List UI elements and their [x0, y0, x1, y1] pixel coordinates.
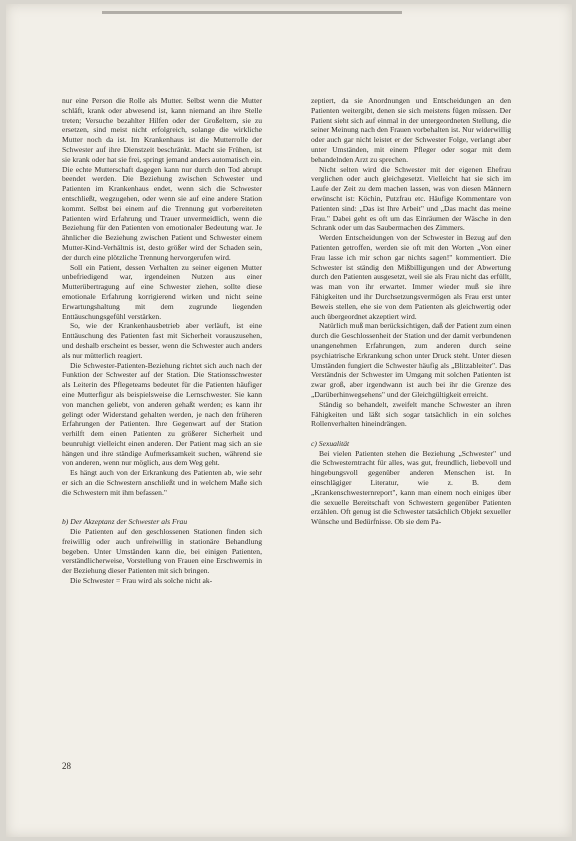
paragraph: Die Patienten auf den geschlossenen Stationen finden sich freiwillig oder auch unfreiwillig in stationäre Behandlung begeben. Unter Umständen kann die, bei einigen Patienten, verständlicherweise, Vorstellung von Frauen eine Erschwernis in der Beziehung dieser Patienten mit sich bringen.	[62, 527, 262, 576]
book-page	[6, 4, 572, 837]
paragraph: Nicht selten wird die Schwester mit der eigenen Ehefrau verglichen oder auch gleichgesetzt. Vielleicht hat sie sich im Laufe der Zeit zu dem machen lassen, was von diesen Männern erwünscht ist: Köchin, Putzfrau etc. Häufige Kommentare von Patienten sind: „Das ist Ihre Arbeit" und „Das macht das meine Frau." Dabei geht es oft um das Einräumen der Wäsche in den Schrank oder um das Saubermachen des Zimmers.	[311, 164, 511, 233]
section-heading-c: c) Sexualität	[311, 438, 350, 448]
paragraph: zeptiert, da sie Anordnungen und Entscheidungen an den Patienten weitergibt, denen sie sich meistens fügen müssen. Der Patient sieht sich auf einmal in der untergeordneten Stellung, die seiner Meinung nach den Frauen vorbehalten ist. Nur widerwillig oder auch gar nicht leistet er der Schwester Folge, verlangt aber unter Umständen, mit einem Pfleger oder sogar mit dem behandelnden Arzt zu sprechen.	[311, 96, 511, 164]
paragraph: Ständig so behandelt, zweifelt manche Schwester an ihren Fähigkeiten und läßt sich sogar tatsächlich in ein solches Rollenverhalten hineindrängen.	[311, 399, 511, 429]
section-heading-b: b) Der Akzeptanz der Schwester als Frau	[62, 517, 188, 527]
paragraph: Soll ein Patient, dessen Verhalten zu seiner eigenen Mutter unbefriedigend war, irgendeinen Nutzen aus einer Mutterübertragung auf eine Schwester ziehen, sollte diese emotionale Erfahrung korrigierend wirken und nicht seine Erwartungshaltung mit dem zugrunde liegenden Enttäuschungsgefühl verstärken.	[62, 262, 262, 321]
paragraph: Die Schwester-Patienten-Beziehung richtet sich auch nach der Funktion der Schwester auf der Station. Die Stationsschwester als Leiterin des Pflegeteams bedeutet für die Patienten häufiger eine Mutterfigur als beispielsweise die Lernschwester. Sie kann von manchen geliebt, von anderen gehaßt werden; es kann ihr gelingt oder Widerstand gehalten werden, je nach den früheren Erfahrungen der Patienten. Ihre Gegenwart auf der Station verhilft dem einen Patienten zu größerer Sicherheit und beunruhigt vielleicht einen anderen. Der Patient mag sich an sie hängen und ihre ständige Aufmerksamkeit suchen, während sie von anderen, wenn nur möglich, aus dem Weg geht.	[62, 360, 262, 468]
paragraph: Natürlich muß man berücksichtigen, daß der Patient zum einen durch die Geschlossenheit der Station und der damit verbundenen unangenehmen Erfahrungen, zum anderen durch seine psychiatrische Erkrankung schon unter Druck steht. Unter diesen Umständen fungiert die Schwester häufig als „Blitzableiter". Das Verständnis der Schwester im Umgang mit solchen Patienten ist zwar groß, aber irgendwann ist auch bei ihr die Grenze des „Darüberhinwegsehens" und der Gleichgültigkeit erreicht.	[311, 321, 511, 399]
right-column	[311, 96, 511, 527]
left-column	[62, 96, 262, 586]
paragraph: Die Schwester = Frau wird als solche nicht ak-	[70, 576, 213, 586]
paragraph: nur eine Person die Rolle als Mutter. Selbst wenn die Mutter schläft, krank oder abwesend ist, kann niemand an ihre Stelle treten; Versuche bezahlter Hilfen oder der Großeltern, sie zu ersetzen, sind meist nicht erfolgreich, solange die wirkliche Mutter noch da ist. Im Krankenhaus ist die Mutterrolle der Schwester auf ihre Dienstzeit beschränkt. Macht sie Frühen, ist sie krank oder hat sie frei, springt jemand anders automatisch ein. Die echte Mutterschaft dagegen kann nur durch den Tod abrupt beendet werden. Die Beziehung zwischen Schwester und Patienten im Krankenhaus endet, wenn sich die Schwester entschließt, wegzugehen, oder wenn sie auf eine andere Station kommt. Selbst bei einem auf die Trennung gut vorbereiteten Patienten wird Erfahrung und Trauer unvermeidlich, wenn die Beziehung für den Patienten von emotionaler Bedeutung war. Je ähnlicher die Beziehung zwischen Patient und Schwester einem Mutter-Kind-Verhältnis ist, desto größer wird der Schaden sein, der durch eine plötzliche Trennung hervorgerufen wird.	[62, 96, 262, 262]
page-number: 28	[62, 761, 71, 771]
paragraph: So, wie der Krankenhausbetrieb aber verläuft, ist eine Enttäuschung des Patienten fast mit Sicherheit vorauszusehen, und deshalb erscheint es besser, wenn die Schwester auch anders als nur mütterlich reagiert.	[62, 321, 262, 360]
scan-edge-band	[102, 11, 402, 14]
paragraph: Es hängt auch von der Erkrankung des Patienten ab, wie sehr er sich an die Schwestern anschließt und in welchem Maße sich die Schwestern mit ihm befassen."	[62, 468, 262, 497]
paragraph: Bei vielen Patienten stehen die Beziehung „Schwester" und die Schwesterntracht für alles, was gut, freundlich, liebevoll und hingebungsvoll gegenüber anderen Menschen ist. In einschlägiger Literatur, wie z. B. dem „Krankenschwesternreport", kann man einem noch einiges über die sexuelle Bereitschaft von Schwestern gegenüber Patienten erzählen. Oft genug ist die Schwester tatsächlich Objekt sexueller Wünsche und Bedürfnisse. Ob sie dem Pa-	[311, 448, 511, 527]
paragraph: Werden Entscheidungen von der Schwester in Bezug auf den Patienten getroffen, werden sie oft mit den Worten „Von einer Frau lasse ich mir schon gar nichts sagen!" kommentiert. Die Schwester ist ständig den Mißbilligungen und der Abwertung durch den Patienten ausgesetzt, weil sie als Frau nicht das erfüllt, was man von ihr erwartet. Immer wieder muß sie ihre Fähigkeiten und ihr Durchsetzungsvermögen als Frau erst unter Beweis stellen, ehe sie von dem Patienten als gleichwertig oder auch übergeordnet akzeptiert wird.	[311, 233, 511, 321]
